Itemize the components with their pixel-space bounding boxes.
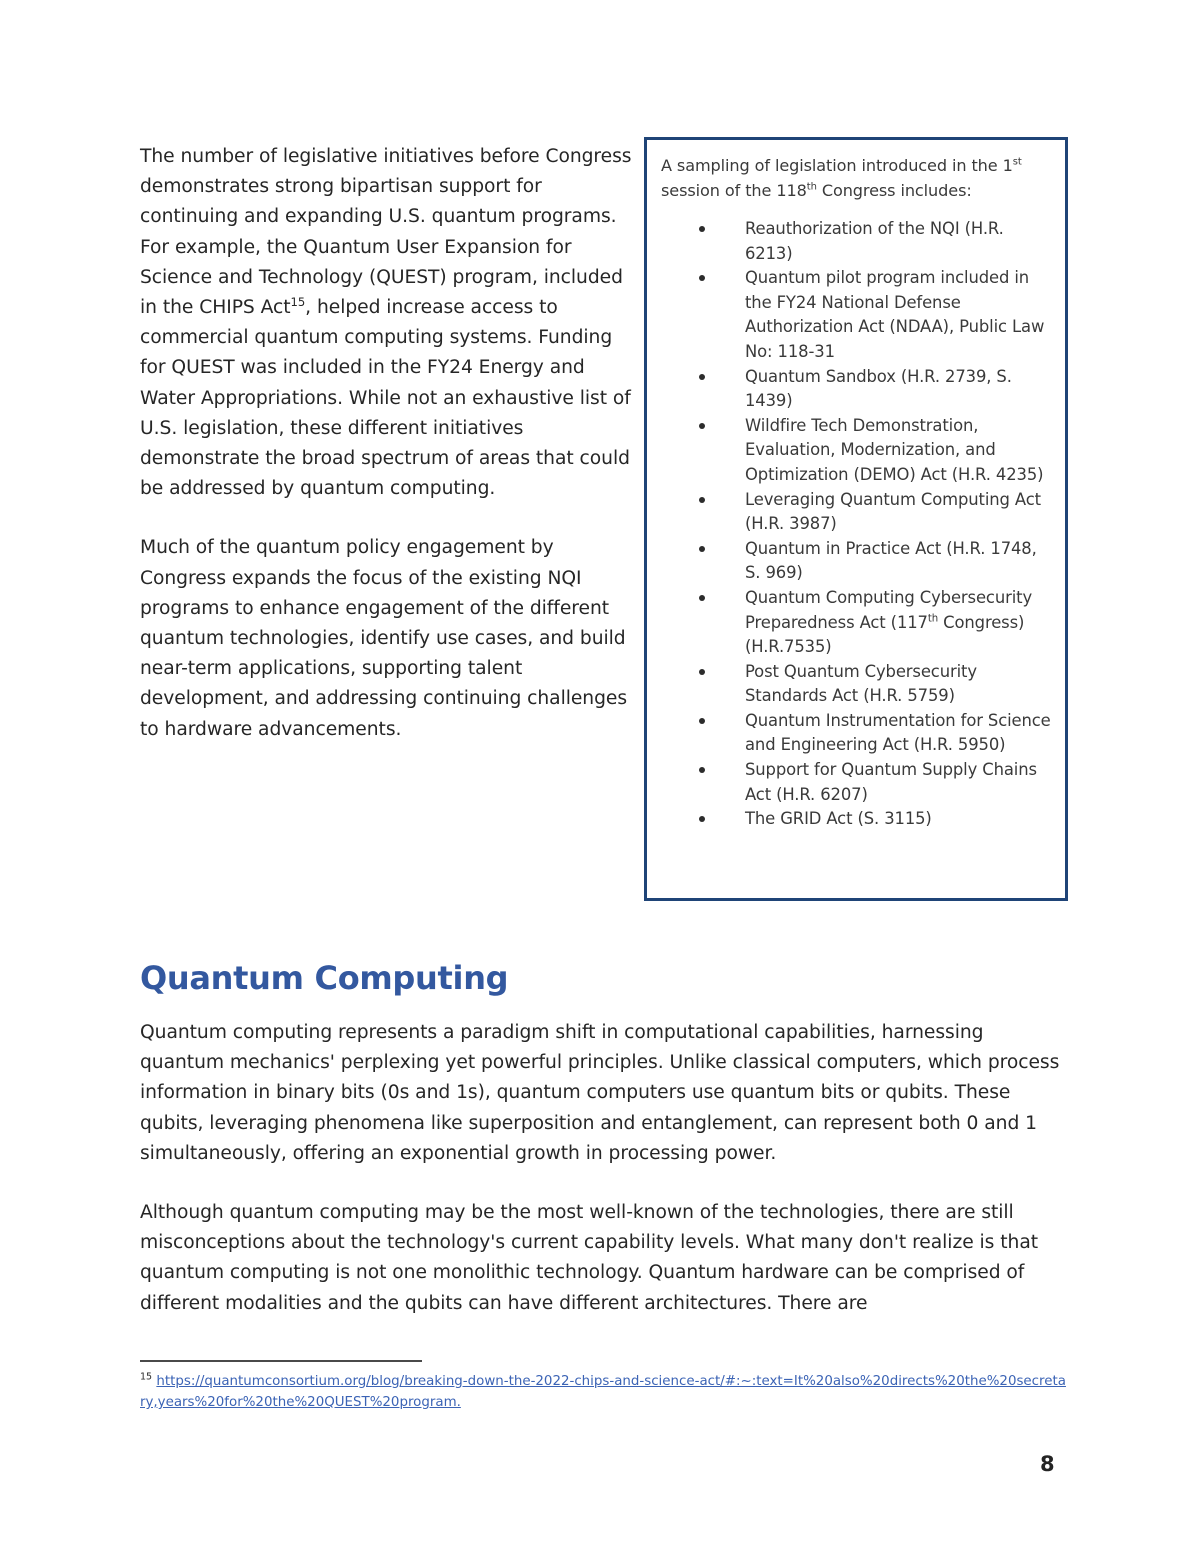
legislation-list [661, 217, 1053, 832]
paragraph-part-before-footnote: The number of legislative initiatives before Congress demonstrates strong bipartisan support for continuing and expanding U.S. quantum programs. For example, the Quantum User Expansion for Science and Technology (QUEST) program, included in the CHIPS Act [140, 146, 632, 319]
list-item [661, 266, 1053, 364]
ordinal-suffix-th: th [806, 181, 817, 193]
bullet-dot-icon [699, 275, 705, 281]
bullet-dot-icon [699, 718, 705, 724]
ordinal-suffix-th: th [927, 613, 939, 625]
bullet-dot-icon [699, 767, 705, 773]
paragraph-quantum-computing-intro: Quantum computing represents a paradigm shift in computational capabilities, harnessing quantum mechanics' perplexing yet powerful principles. Unlike classical computers, which process information in binary bits (0s and 1s), quantum computers use quantum bits or qubits. These qubits, leveraging phenomena like superposition and entanglement, can represent both 0 and 1 simultaneously, offering an exponential growth in processing power. [140, 1022, 1060, 1164]
bullet-dot-icon [699, 423, 705, 429]
bullet-dot-icon [699, 226, 705, 232]
list-item [661, 365, 1053, 414]
list-item [661, 758, 1053, 807]
list-item [661, 586, 1053, 660]
paragraph-legislative-initiatives [140, 142, 632, 504]
callout-intro-part-a: A sampling of legislation introduced in the 1 [661, 156, 1013, 175]
paragraph-quantum-misconceptions: Although quantum computing may be the most well-known of the technologies, there are still misconceptions about the technology's current capability levels. What many don't realize is that quantum computing is not one monolithic technology. Quantum hardware can be comprised of different modalities and the qubits can have different architectures. There are [140, 1202, 1039, 1314]
bullet-dot-icon [699, 816, 705, 822]
left-text-column [140, 142, 632, 774]
list-item [661, 660, 1053, 709]
bullet-dot-icon [699, 374, 705, 380]
list-item-label: Post Quantum Cybersecurity Standards Act (H.R. 5759) [745, 661, 977, 706]
legislation-callout-box [644, 137, 1068, 901]
list-item [661, 709, 1053, 758]
list-item-label-part-a: Quantum Computing Cybersecurity Preparedness Act (117 [745, 587, 1033, 632]
bullet-dot-icon [699, 595, 705, 601]
page-title: Quantum Computing [140, 959, 509, 997]
callout-intro-text [661, 154, 1053, 203]
list-item-label: Quantum pilot program included in the FY24 National Defense Authorization Act (NDAA), Public Law No: 118-31 [745, 268, 1045, 361]
footnote-separator [140, 1360, 422, 1362]
list-item-label: Quantum Sandbox (H.R. 2739, S. 1439) [745, 366, 1012, 411]
list-item-label: Quantum Instrumentation for Science and Engineering Act (H.R. 5950) [745, 710, 1051, 755]
paragraph-part-after-footnote: , helped increase access to commercial quantum computing systems. Funding for QUEST was included in the FY24 Energy and Water Appropriations. While not an exhaustive list of U.S. legislation, these different initiatives demonstrate the broad spectrum of areas that could be addressed by quantum computing. [140, 297, 631, 500]
bullet-dot-icon [699, 669, 705, 675]
footnote-marker: 15 [140, 1371, 153, 1383]
list-item [661, 537, 1053, 586]
list-item-label: Leveraging Quantum Computing Act (H.R. 3987) [745, 489, 1041, 534]
callout-intro-part-c: Congress includes: [816, 180, 972, 200]
list-item-label: Reauthorization of the NQI (H.R. 6213) [745, 219, 1004, 263]
list-item-label: Quantum in Practice Act (H.R. 1748, S. 969) [745, 538, 1037, 583]
footnote-reference-15[interactable]: 15 [290, 294, 306, 309]
bullet-dot-icon [699, 497, 705, 503]
list-item-label: The GRID Act (S. 3115) [745, 809, 932, 829]
list-item [661, 488, 1053, 537]
ordinal-suffix-st: st [1012, 156, 1022, 168]
callout-intro-part-b: session of the 118 [661, 180, 807, 200]
list-item [661, 807, 1053, 832]
footnote-block [140, 1371, 1070, 1413]
list-item [661, 414, 1053, 488]
page-number: 8 [1040, 1452, 1055, 1476]
list-item-label: Wildfire Tech Demonstration, Evaluation, Modernization, and Optimization (DEMO) Act (H.R. 4235) [745, 415, 1044, 484]
list-item [661, 217, 1053, 266]
footnote-source-link[interactable]: https://quantumconsortium.org/blog/breaking-down-the-2022-chips-and-science-act/#:~:text=It%20also%20directs%20the%20secretary,years%20for%20the%20QUEST%20program. [140, 1374, 1066, 1410]
paragraph-quantum-policy-engagement: Much of the quantum policy engagement by Congress expands the focus of the existing NQI programs to enhance engagement of the different quantum technologies, identify use cases, and build near-term applications, supporting talent development, and addressing continuing challenges to hardware advancements. [140, 537, 628, 740]
main-text-column [140, 1018, 1065, 1348]
list-item-label: Support for Quantum Supply Chains Act (H.R. 6207) [745, 760, 1037, 804]
list-item-label-part-b: Congress) (H.R.7535) [745, 612, 1025, 657]
bullet-dot-icon [699, 546, 705, 552]
